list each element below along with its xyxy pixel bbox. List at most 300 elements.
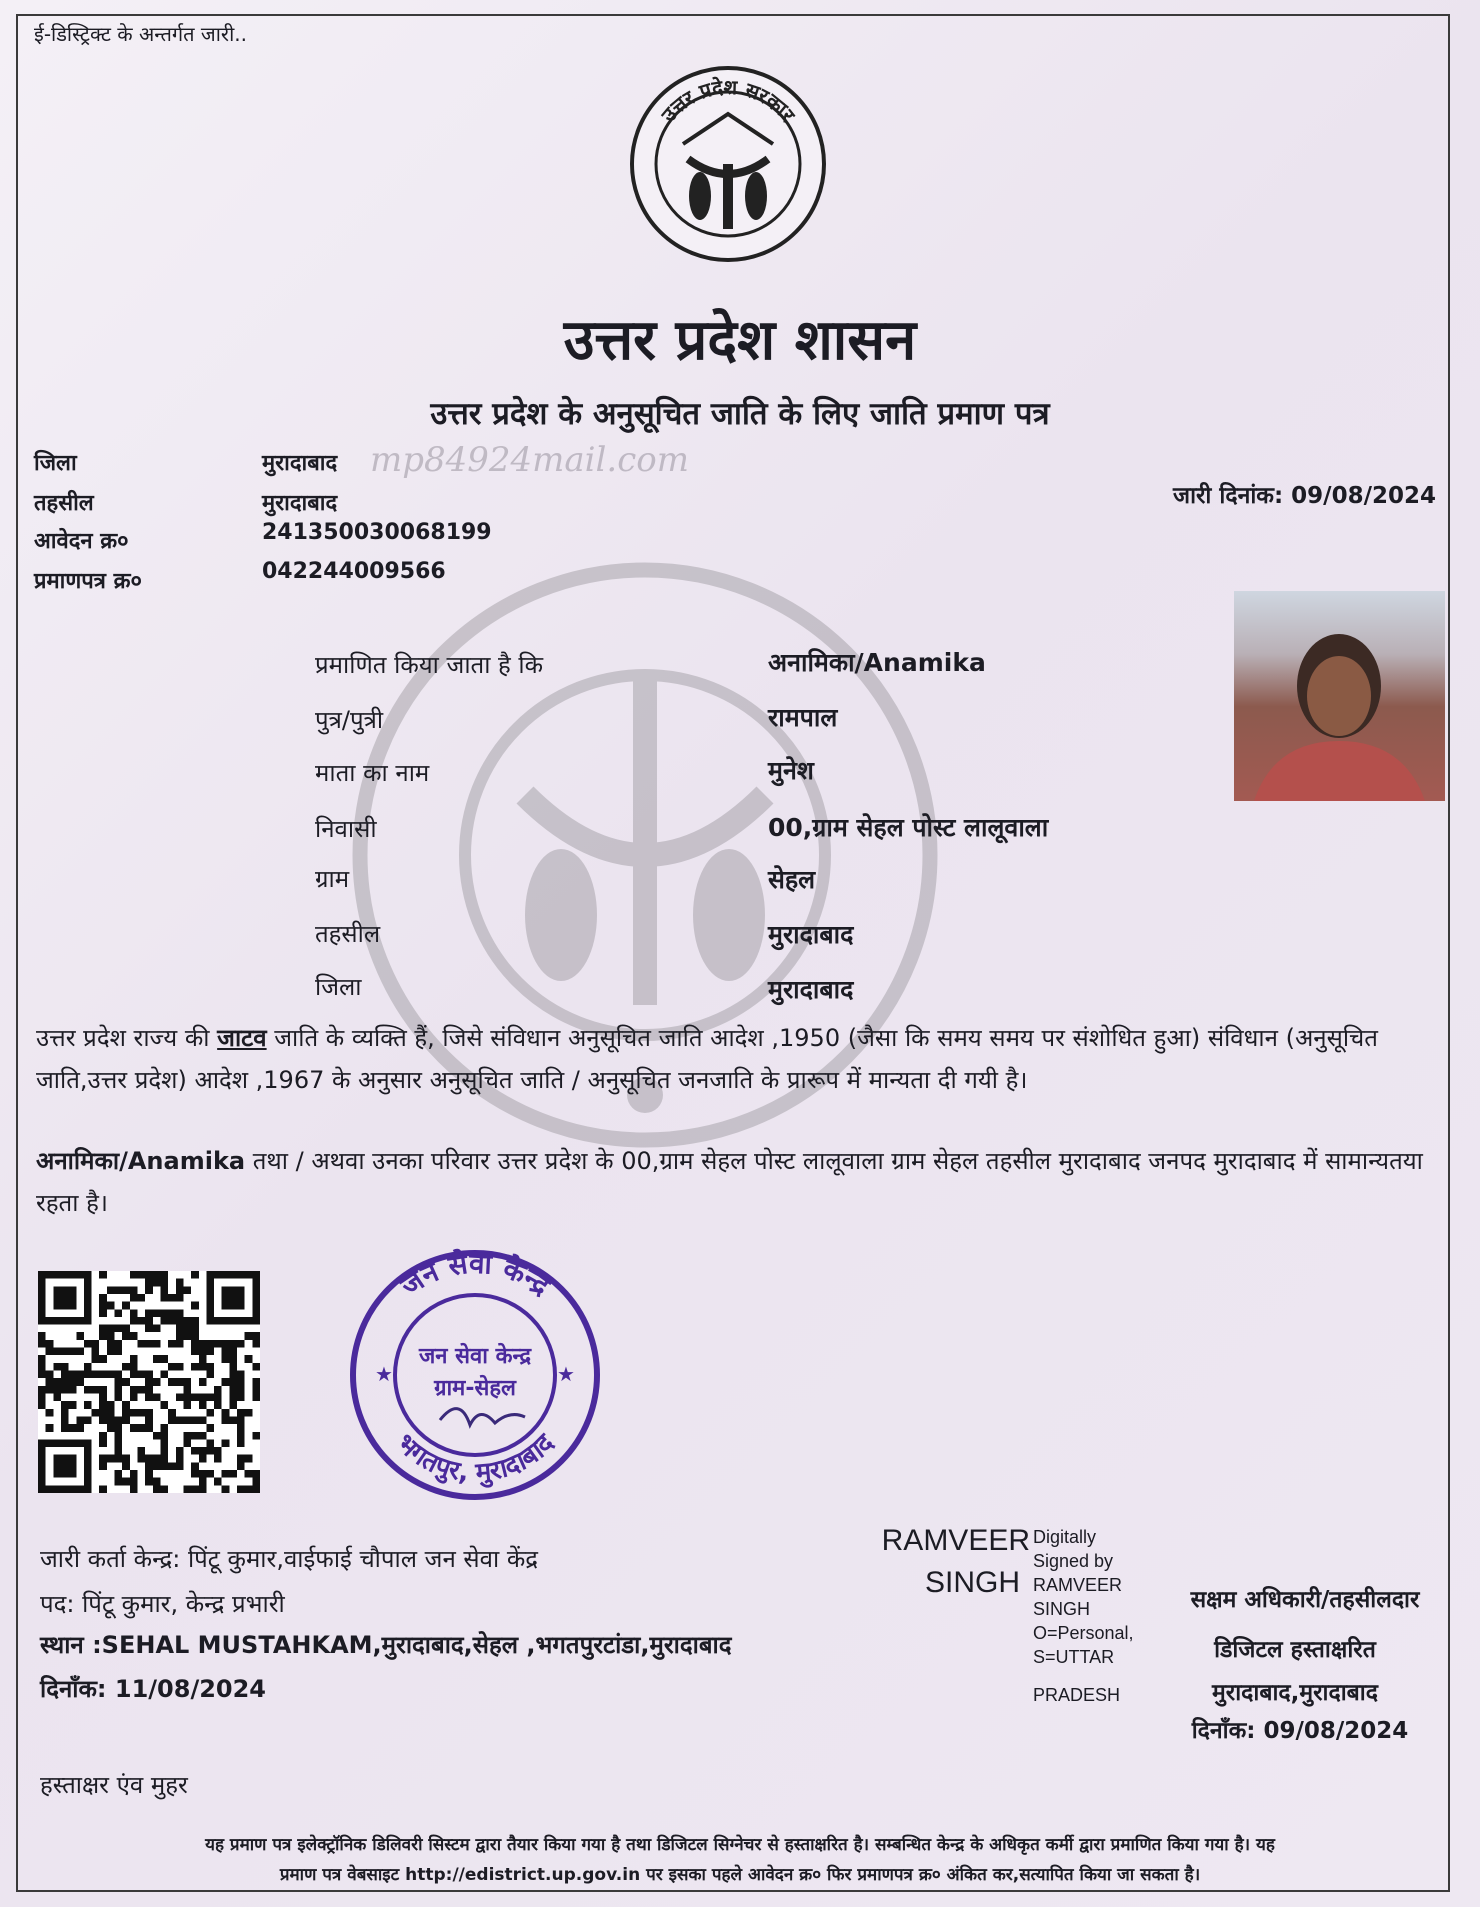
qr-module [76, 1348, 84, 1356]
qr-module [76, 1416, 84, 1424]
authority-digital-signed: डिजिटल हस्ताक्षरित [1214, 1637, 1376, 1663]
qr-module [206, 1439, 214, 1447]
qr-module [199, 1401, 207, 1409]
qr-module [183, 1378, 191, 1386]
qr-module [176, 1332, 184, 1340]
qr-module [176, 1286, 184, 1294]
qr-module [99, 1309, 107, 1317]
detail-value-mother: मुनेश [768, 756, 814, 785]
qr-module [145, 1478, 153, 1486]
qr-module [115, 1432, 123, 1440]
qr-module [252, 1478, 260, 1486]
qr-module [160, 1279, 168, 1287]
qr-module [69, 1378, 77, 1386]
qr-module [176, 1309, 184, 1317]
qr-module [229, 1386, 237, 1394]
qr-module [237, 1340, 245, 1348]
seal-text: उत्तर प्रदेश सरकार [656, 74, 800, 127]
qr-module [38, 1371, 46, 1379]
qr-module [115, 1309, 123, 1317]
qr-module [145, 1279, 153, 1287]
qr-module [176, 1363, 184, 1371]
qr-module [145, 1424, 153, 1432]
qr-module [115, 1393, 123, 1401]
qr-module [138, 1424, 146, 1432]
footer-note [40, 1830, 1440, 1890]
detail-value-name: अनामिका/Anamika [768, 648, 986, 677]
qr-module [252, 1378, 260, 1386]
qr-module [176, 1455, 184, 1463]
qr-module [191, 1332, 199, 1340]
sig-detail-line: Digitally [1033, 1527, 1097, 1547]
qr-module [176, 1462, 184, 1470]
qr-module [191, 1447, 199, 1455]
signature-and-seal-label: हस्ताक्षर एंव मुहर [40, 1771, 188, 1799]
qr-module [107, 1325, 115, 1333]
qr-module [107, 1302, 115, 1310]
qr-module [61, 1386, 69, 1394]
qr-module [206, 1470, 214, 1478]
qr-module [130, 1470, 138, 1478]
qr-module [191, 1271, 199, 1279]
qr-module [237, 1371, 245, 1379]
qr-module [46, 1409, 54, 1417]
qr-module [199, 1340, 207, 1348]
qr-module [145, 1378, 153, 1386]
qr-module [252, 1363, 260, 1371]
qr-module [61, 1409, 69, 1417]
qr-module [38, 1386, 46, 1394]
qr-module [160, 1424, 168, 1432]
qr-module [214, 1386, 222, 1394]
qr-module [122, 1416, 130, 1424]
qr-module [191, 1393, 199, 1401]
qr-module [206, 1393, 214, 1401]
qr-module [145, 1325, 153, 1333]
qr-module [153, 1455, 161, 1463]
qr-module [38, 1363, 46, 1371]
qr-module [115, 1325, 123, 1333]
qr-module [145, 1455, 153, 1463]
qr-module [160, 1432, 168, 1440]
qr-module [76, 1424, 84, 1432]
qr-module [206, 1447, 214, 1455]
qr-module [229, 1470, 237, 1478]
qr-module [115, 1478, 123, 1486]
qr-module [61, 1424, 69, 1432]
qr-module [99, 1386, 107, 1394]
qr-module [99, 1409, 107, 1417]
qr-module [53, 1386, 61, 1394]
qr-module [199, 1393, 207, 1401]
qr-module [183, 1485, 191, 1493]
qr-module [84, 1340, 92, 1348]
main-title: उत्तर प्रदेश शासन [563, 307, 917, 373]
qr-module [237, 1432, 245, 1440]
qr-module [84, 1401, 92, 1409]
qr-module [237, 1393, 245, 1401]
qr-module [183, 1401, 191, 1409]
qr-module [69, 1401, 77, 1409]
qr-module [176, 1340, 184, 1348]
qr-module [69, 1371, 77, 1379]
qr-module [38, 1401, 46, 1409]
up-government-seal-icon [628, 64, 828, 264]
qr-module [61, 1371, 69, 1379]
jan-seva-kendra-stamp [345, 1245, 605, 1505]
qr-module [130, 1286, 138, 1294]
qr-module [199, 1432, 207, 1440]
qr-module [107, 1424, 115, 1432]
applicant-photo [1234, 591, 1445, 801]
qr-module [99, 1302, 107, 1310]
qr-module [84, 1416, 92, 1424]
qr-module [252, 1432, 260, 1440]
qr-module [199, 1485, 207, 1493]
qr-module [206, 1409, 214, 1417]
qr-module [153, 1355, 161, 1363]
qr-module [122, 1363, 130, 1371]
qr-module [191, 1470, 199, 1478]
qr-module [138, 1294, 146, 1302]
qr-module [115, 1455, 123, 1463]
qr-module [61, 1416, 69, 1424]
sig-detail-line: O=Personal, [1033, 1623, 1134, 1643]
qr-module [130, 1478, 138, 1486]
handwritten-email: mp84924mail.com [370, 440, 689, 480]
qr-module [168, 1317, 176, 1325]
application-label: आवेदन क्र० [34, 529, 129, 554]
qr-module [160, 1485, 168, 1493]
qr-module [168, 1363, 176, 1371]
qr-module [176, 1393, 184, 1401]
qr-module [252, 1393, 260, 1401]
qr-module [115, 1340, 123, 1348]
qr-module [61, 1401, 69, 1409]
qr-module [222, 1416, 230, 1424]
qr-module [183, 1332, 191, 1340]
qr-module [92, 1386, 100, 1394]
sig-detail-line: SINGH [1033, 1599, 1091, 1619]
qr-module [206, 1348, 214, 1356]
qr-module [76, 1332, 84, 1340]
qr-module [61, 1378, 69, 1386]
qr-module [168, 1340, 176, 1348]
qr-module [168, 1409, 176, 1417]
qr-module [252, 1386, 260, 1394]
qr-module [183, 1416, 191, 1424]
qr-module [107, 1455, 115, 1463]
qr-module [206, 1363, 214, 1371]
qr-module [245, 1455, 253, 1463]
issue-date-label: जारी दिनांक: [1173, 483, 1284, 509]
detail-label-resident: निवासी [315, 815, 377, 843]
footer-line2: प्रमाण पत्र वेबसाइट http://edistrict.up.gov.in पर इसका पहले आवेदन क्र० फिर प्रमाणपत्र क्र० अंकित कर,सत्यापित किया जा सकता है। [279, 1865, 1201, 1885]
detail-value-father: रामपाल [768, 703, 838, 732]
qr-module [145, 1393, 153, 1401]
qr-module [214, 1340, 222, 1348]
qr-module [199, 1478, 207, 1486]
detail-value-district: मुरादाबाद [768, 975, 854, 1004]
qr-module [176, 1416, 184, 1424]
qr-module [69, 1424, 77, 1432]
qr-module [206, 1371, 214, 1379]
authority-date: दिनॉंक: 09/08/2024 [1191, 1718, 1409, 1744]
sig-detail-line: Signed by [1033, 1551, 1114, 1571]
qr-module [160, 1447, 168, 1455]
certificate-number: 042244009566 [262, 559, 446, 584]
qr-module [46, 1371, 54, 1379]
detail-label-parent: पुत्र/पुत्री [315, 706, 384, 734]
qr-module [145, 1317, 153, 1325]
qr-module [107, 1286, 115, 1294]
qr-module [115, 1371, 123, 1379]
qr-module [115, 1470, 123, 1478]
qr-module [191, 1317, 199, 1325]
qr-module [61, 1363, 69, 1371]
qr-module [168, 1309, 176, 1317]
qr-module [214, 1393, 222, 1401]
qr-module [229, 1401, 237, 1409]
issue-date [1173, 478, 1436, 510]
qr-module [199, 1363, 207, 1371]
qr-module [99, 1432, 107, 1440]
qr-module [130, 1371, 138, 1379]
qr-module [107, 1416, 115, 1424]
stamp-star-icon: ★ [557, 1362, 575, 1386]
qr-module [115, 1286, 123, 1294]
qr-module [46, 1386, 54, 1394]
residence-name: अनामिका/Anamika [36, 1147, 246, 1175]
qr-module [138, 1371, 146, 1379]
qr-module [199, 1470, 207, 1478]
qr-module [115, 1348, 123, 1356]
stamp-bottom-text: भगतपुर, मुरादाबाद [389, 1428, 561, 1489]
qr-module [252, 1332, 260, 1340]
qr-module [99, 1332, 107, 1340]
qr-module [153, 1462, 161, 1470]
qr-module [214, 1447, 222, 1455]
qr-module [145, 1371, 153, 1379]
qr-module [76, 1378, 84, 1386]
qr-module [237, 1485, 245, 1493]
detail-value-village: सेहल [768, 865, 816, 894]
detail-value-address: 00,ग्राम सेहल पोस्ट लालूवाला [768, 813, 1049, 842]
qr-module [176, 1279, 184, 1287]
qr-module [122, 1332, 130, 1340]
qr-module [92, 1409, 100, 1417]
qr-module [252, 1340, 260, 1348]
qr-module [237, 1409, 245, 1417]
qr-module [99, 1439, 107, 1447]
qr-module [160, 1309, 168, 1317]
qr-module [122, 1378, 130, 1386]
qr-module [107, 1332, 115, 1340]
qr-module [130, 1294, 138, 1302]
qr-module [138, 1317, 146, 1325]
qr-module [138, 1455, 146, 1463]
qr-module [138, 1447, 146, 1455]
authority-title: सक्षम अधिकारी/तहसीलदार [1190, 1587, 1420, 1613]
qr-module [122, 1478, 130, 1486]
qr-module [153, 1279, 161, 1287]
qr-module [84, 1363, 92, 1371]
issuer-post: पद: पिंटू कुमार, केन्द्र प्रभारी [40, 1590, 285, 1618]
qr-module [237, 1455, 245, 1463]
qr-module [99, 1325, 107, 1333]
qr-module [69, 1386, 77, 1394]
qr-module [145, 1470, 153, 1478]
qr-module [168, 1416, 176, 1424]
tehsil-value: मुरादाबाद [262, 491, 338, 516]
sub-title: उत्तर प्रदेश के अनुसूचित जाति के लिए जाति प्रमाण पत्र [430, 396, 1050, 432]
qr-module [107, 1371, 115, 1379]
qr-module [92, 1355, 100, 1363]
qr-module [245, 1409, 253, 1417]
qr-module [168, 1294, 176, 1302]
qr-module [245, 1332, 253, 1340]
qr-module [53, 1363, 61, 1371]
stamp-outer-text: जन सेवा केन्द्र [394, 1246, 557, 1303]
qr-module [153, 1378, 161, 1386]
qr-module [168, 1378, 176, 1386]
qr-module [160, 1317, 168, 1325]
qr-module [99, 1401, 107, 1409]
qr-module [229, 1378, 237, 1386]
qr-module [229, 1340, 237, 1348]
qr-module [145, 1271, 153, 1279]
qr-module [107, 1348, 115, 1356]
qr-module [115, 1416, 123, 1424]
qr-module [46, 1378, 54, 1386]
qr-module [160, 1455, 168, 1463]
qr-module [122, 1455, 130, 1463]
qr-module [122, 1401, 130, 1409]
detail-label-certified: प्रमाणित किया जाता है कि [315, 651, 544, 679]
stamp-star-icon: ★ [375, 1362, 393, 1386]
qr-module [130, 1309, 138, 1317]
qr-module [214, 1478, 222, 1486]
qr-module [115, 1447, 123, 1455]
qr-module [38, 1355, 46, 1363]
district-label: जिला [34, 451, 77, 476]
detail-value-tehsil: मुरादाबाद [768, 920, 854, 949]
qr-module [183, 1386, 191, 1394]
qr-module [222, 1340, 230, 1348]
qr-module [153, 1393, 161, 1401]
qr-module [199, 1355, 207, 1363]
qr-module [199, 1455, 207, 1463]
qr-module [191, 1432, 199, 1440]
qr-module [130, 1363, 138, 1371]
qr-module [130, 1393, 138, 1401]
qr-code [38, 1271, 260, 1493]
qr-module [122, 1409, 130, 1417]
qr-module [46, 1424, 54, 1432]
qr-module [245, 1355, 253, 1363]
qr-module [237, 1416, 245, 1424]
qr-module [99, 1355, 107, 1363]
qr-module [176, 1378, 184, 1386]
qr-module [145, 1309, 153, 1317]
signer-name-line2: SINGH [924, 1566, 1020, 1599]
qr-module [53, 1348, 61, 1356]
qr-module [176, 1325, 184, 1333]
qr-module [176, 1447, 184, 1455]
qr-module [153, 1271, 161, 1279]
issuer-date: दिनॉंक: 11/08/2024 [40, 1675, 267, 1703]
qr-module [130, 1386, 138, 1394]
qr-module [145, 1462, 153, 1470]
qr-module [229, 1371, 237, 1379]
qr-module [130, 1355, 138, 1363]
sig-detail-line: S=UTTAR [1033, 1647, 1115, 1667]
qr-module [153, 1325, 161, 1333]
e-district-note: ई-डिस्ट्रिक्ट के अन्तर्गत जारी.. [34, 22, 247, 46]
qr-module [122, 1302, 130, 1310]
digital-signature-details [1033, 1525, 1134, 1707]
qr-module [222, 1439, 230, 1447]
qr-module [229, 1416, 237, 1424]
qr-module [38, 1340, 46, 1348]
qr-module [191, 1462, 199, 1470]
qr-module [160, 1271, 168, 1279]
qr-module [160, 1439, 168, 1447]
qr-module [183, 1317, 191, 1325]
qr-module [61, 1348, 69, 1356]
qr-module [107, 1409, 115, 1417]
district-value: मुरादाबाद [262, 451, 338, 476]
qr-module [99, 1462, 107, 1470]
statement-part2: जाति के व्यक्ति हैं, जिसे संविधान अनुसूचित जाति आदेश ,1950 (जैसा कि समय समय पर संशोधित हुआ) संविधान (अनुसूचित जाति,उत्तर प्रदेश) आदेश ,1967 के अनुसार अनुसूचित जाति / अनुसूचित जनजाति के प्रारूप में मान्यता दी गयी है। [36, 1024, 1378, 1094]
qr-module [160, 1294, 168, 1302]
qr-module [214, 1401, 222, 1409]
application-number: 241350030068199 [262, 520, 492, 545]
qr-module [92, 1348, 100, 1356]
qr-module [130, 1485, 138, 1493]
footer-line1: यह प्रमाण पत्र इलेक्ट्रॉनिक डिलिवरी सिस्टम द्वारा तैयार किया गया है तथा डिजिटल सिग्नेचर से हस्ताक्षरित है। सम्बन्धित केन्द्र के अधिकृत कर्मी द्वारा प्रमाणित किया गया है। यह [205, 1835, 1275, 1855]
qr-module [138, 1409, 146, 1417]
qr-module [206, 1424, 214, 1432]
qr-module [237, 1462, 245, 1470]
qr-module [191, 1340, 199, 1348]
qr-module [160, 1355, 168, 1363]
qr-module [222, 1348, 230, 1356]
qr-module [92, 1340, 100, 1348]
qr-module [122, 1286, 130, 1294]
qr-module [122, 1325, 130, 1333]
qr-module [76, 1371, 84, 1379]
detail-label-tehsil: तहसील [315, 920, 381, 948]
stamp-signature [440, 1409, 525, 1425]
qr-module [160, 1371, 168, 1379]
issuing-center: जारी कर्ता केन्द्र: पिंटू कुमार,वाईफाई चौपाल जन सेवा केंद्र [40, 1545, 538, 1573]
qr-module [191, 1485, 199, 1493]
caste-statement-paragraph [36, 1017, 1436, 1101]
qr-module [153, 1485, 161, 1493]
qr-module [191, 1363, 199, 1371]
qr-module [153, 1432, 161, 1440]
qr-module [153, 1309, 161, 1317]
qr-module [199, 1348, 207, 1356]
qr-module [130, 1271, 138, 1279]
qr-module [245, 1485, 253, 1493]
qr-module [252, 1470, 260, 1478]
qr-module [237, 1378, 245, 1386]
qr-module [237, 1439, 245, 1447]
qr-module [130, 1424, 138, 1432]
qr-module [138, 1271, 146, 1279]
